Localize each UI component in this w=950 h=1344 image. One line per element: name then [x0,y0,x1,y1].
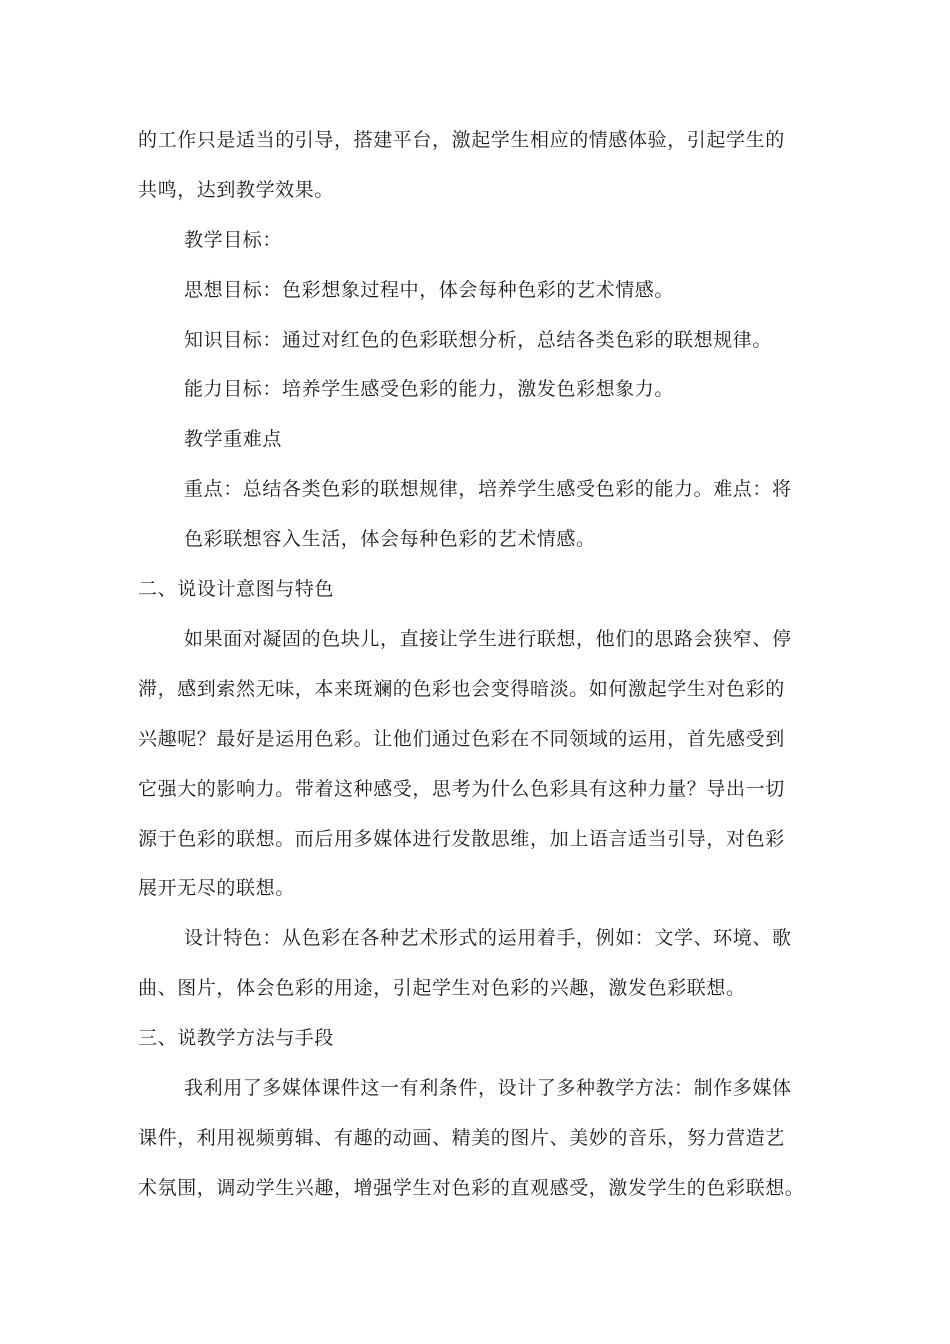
goal-ideological: 思想目标：色彩想象过程中，体会每种色彩的艺术情感。 [184,279,675,301]
paragraph-line: 共鸣，达到教学效果。 [138,179,335,201]
key-points-line: 重点：总结各类色彩的联想规律，培养学生感受色彩的能力。难点：将 [184,478,792,500]
paragraph-line: 术氛围，调动学生兴趣，增强学生对色彩的直观感受，激发学生的色彩联想。 [138,1177,805,1199]
key-points-line: 色彩联想容入生活，体会每种色彩的艺术情感。 [184,528,596,550]
paragraph-line: 源于色彩的联想。而后用多媒体进行发散思维，加上语言适当引导，对色彩 [138,828,785,850]
paragraph-line: 曲、图片，体会色彩的用途，引起学生对色彩的兴趣，激发色彩联想。 [138,977,746,999]
section-label-key-points: 教学重难点 [184,428,283,450]
paragraph-line: 滞，感到索然无味，本来斑斓的色彩也会变得暗淡。如何激起学生对色彩的 [138,678,785,700]
section-heading-teaching-methods: 三、说教学方法与手段 [138,1027,335,1049]
paragraph-line: 的工作只是适当的引导，搭建平台，激起学生相应的情感体验，引起学生的 [138,129,785,151]
paragraph-line: 它强大的影响力。带着这种感受，思考为什么色彩具有这种力量？导出一切 [138,778,785,800]
goal-knowledge: 知识目标：通过对红色的色彩联想分析，总结各类色彩的联想规律。 [184,329,773,351]
paragraph-line: 课件，利用视频剪辑、有趣的动画、精美的图片、美妙的音乐，努力营造艺 [138,1127,785,1149]
paragraph-line: 展开无尽的联想。 [138,877,295,899]
section-heading-design-intent: 二、说设计意图与特色 [138,578,335,600]
paragraph-line: 设计特色：从色彩在各种艺术形式的运用着手，例如：文学、环境、歌 [184,927,792,949]
section-label-teaching-goals: 教学目标： [184,229,283,251]
goal-ability: 能力目标：培养学生感受色彩的能力，激发色彩想象力。 [184,378,675,400]
paragraph-line: 我利用了多媒体课件这一有利条件，设计了多种教学方法：制作多媒体 [184,1077,792,1099]
paragraph-line: 兴趣呢？最好是运用色彩。让他们通过色彩在不同领域的运用，首先感受到 [138,728,785,750]
paragraph-line: 如果面对凝固的色块儿，直接让学生进行联想，他们的思路会狭窄、停 [184,628,792,650]
